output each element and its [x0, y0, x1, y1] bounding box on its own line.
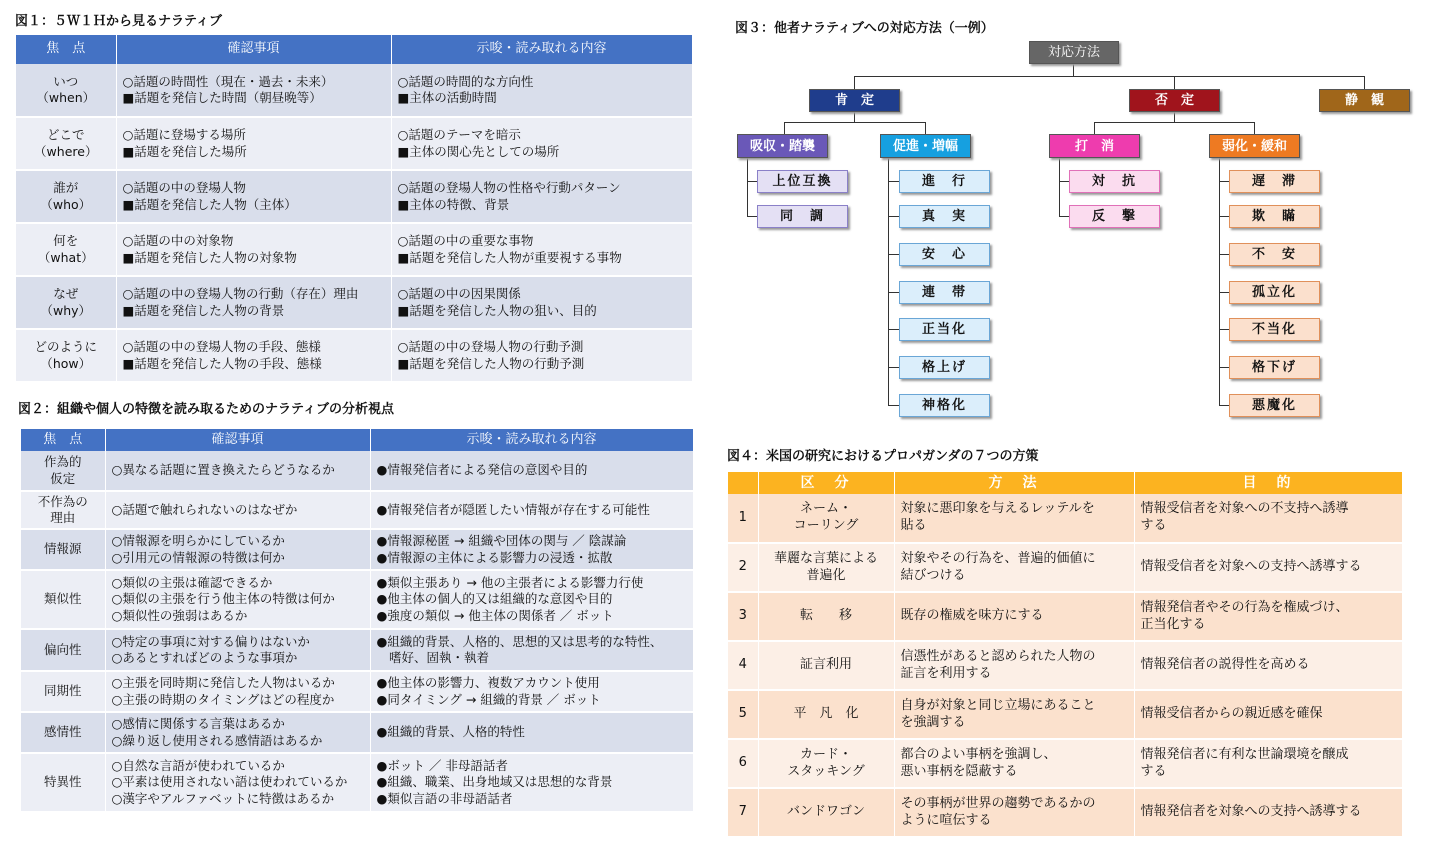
table-row [21, 712, 693, 753]
fig1-focus-cell: どのように （how） [16, 329, 116, 382]
fig4-header-method: 方 法 [894, 472, 1134, 494]
fig2-insight-cell: ●他主体の影響力、複数アカウント使用 ●同タイミング → 組織的背景 ／ ボット [370, 671, 693, 712]
fig1-focus-cell: 何を （what） [16, 223, 116, 276]
connector-line [1364, 76, 1365, 89]
node-leaf: 対 抗 [1069, 170, 1160, 193]
connector-line [854, 76, 855, 89]
fig2-focus-cell: 特異性 [21, 753, 105, 812]
fig1-check-cell: ○話題の中の登場人物 ■話題を発信した人物（主体） [116, 170, 391, 223]
fig2-focus-cell: 作為的 仮定 [21, 451, 105, 491]
fig4-cat-cell: 平 凡 化 [758, 690, 894, 739]
connector-line [888, 254, 899, 255]
connector-line [925, 122, 926, 134]
connector-line [1073, 64, 1074, 76]
fig2-insight-cell: ●類似主張あり → 他の主張者による影響力行使 ●他主体の個人的又は組織的な意図や目的 ●強度の類似 → 他主体の関係者 ／ ボット [370, 570, 693, 629]
connector-line [854, 112, 855, 122]
connector-line [747, 216, 757, 217]
node-leaf: 不 安 [1229, 243, 1320, 266]
connector-line [747, 158, 748, 216]
node-leaf: 連 帯 [899, 281, 990, 304]
fig2-focus-cell: 同期性 [21, 671, 105, 712]
fig2-check-cell: ○感情に関係する言葉はあるか ○繰り返し使用される感情語はあるか [105, 712, 370, 753]
fig1-focus-cell: いつ （when） [16, 64, 116, 117]
fig2-check-cell: ○自然な言語が使われているか ○平素は使用されない語は使われているか ○漢字やアルファベットに特徴はあるか [105, 753, 370, 812]
node-deny: 否 定 [1129, 89, 1220, 112]
fig2-check-cell: ○類似の主張は確認できるか ○類似の主張を行う他主体の特徴は何か ○類似性の強弱はあるか [105, 570, 370, 629]
node-leaf: 欺 瞞 [1229, 205, 1320, 228]
table-row [16, 329, 692, 382]
fig2-focus-cell: 感情性 [21, 712, 105, 753]
fig1-focus-cell: 誰が （who） [16, 170, 116, 223]
fig3-title: 図３：他者ナラティブへの対応方法（一例） [735, 21, 994, 36]
fig4-header-row [728, 472, 1402, 494]
fig4-title: 図４：米国の研究におけるプロパガンダの７つの方策 [727, 449, 1039, 464]
fig2-insight-cell: ●組織的背景、人格的、思想的又は思考的な特性、 嗜好、固執・執着 [370, 629, 693, 671]
fig2-insight-cell: ●組織的背景、人格的特性 [370, 712, 693, 753]
table-row [728, 739, 1402, 788]
connector-line [1174, 76, 1175, 89]
fig1-insight-cell: ○話題の時間的な方向性 ■主体の活動時間 [391, 64, 692, 117]
fig2-insight-cell: ●情報発信者が隠匿したい情報が存在する可能性 [370, 491, 693, 529]
table-row [728, 690, 1402, 739]
fig1-check-cell: ○話題の中の登場人物の行動（存在）理由 ■話題を発信した人物の背景 [116, 276, 391, 329]
fig4-num-cell: 6 [728, 739, 758, 788]
node-leaf: 正当化 [899, 318, 990, 341]
connector-line [888, 216, 899, 217]
fig1-insight-cell: ○話題の中の重要な事物 ■話題を発信した人物が重要視する事物 [391, 223, 692, 276]
table-row [728, 641, 1402, 690]
table-row [16, 276, 692, 329]
node-watch: 静 観 [1319, 89, 1410, 112]
table-row [728, 543, 1402, 592]
fig4-table [728, 472, 1403, 838]
connector-line [1219, 181, 1229, 182]
fig1-title: 図１：５Ｗ１Ｈから見るナラティブ [15, 14, 222, 29]
node-leaf: 悪魔化 [1229, 394, 1320, 417]
fig2-focus-cell: 不作為の 理由 [21, 491, 105, 529]
fig4-cat-cell: 転 移 [758, 592, 894, 641]
fig4-cat-cell: 華麗な言葉による 普遍化 [758, 543, 894, 592]
fig4-method-cell: 自身が対象と同じ立場にあること を強調する [894, 690, 1134, 739]
fig4-header-purpose: 目 的 [1134, 472, 1402, 494]
fig4-purpose-cell: 情報受信者を対象への不支持へ誘導 する [1134, 494, 1402, 543]
fig4-method-cell: 対象に悪印象を与えるレッテルを 貼る [894, 494, 1134, 543]
fig1-check-cell: ○話題の時間性（現在・過去・未来） ■話題を発信した時間（朝昼晩等） [116, 64, 391, 117]
fig2-table [21, 429, 694, 813]
table-row [21, 671, 693, 712]
node-leaf: 孤立化 [1229, 281, 1320, 304]
fig4-num-cell: 3 [728, 592, 758, 641]
fig1-header-check: 確認事項 [116, 35, 391, 64]
fig4-method-cell: 既存の権威を味方にする [894, 592, 1134, 641]
connector-line [1219, 329, 1229, 330]
table-row [16, 223, 692, 276]
node-leaf: 真 実 [899, 205, 990, 228]
table-row [21, 451, 693, 491]
fig2-header-focus: 焦 点 [21, 429, 105, 451]
node-root: 対応方法 [1029, 41, 1119, 64]
connector-line [888, 158, 889, 406]
connector-line [1094, 122, 1255, 123]
connector-line [888, 181, 899, 182]
connector-line [888, 367, 899, 368]
connector-line [784, 122, 785, 134]
connector-line [1174, 112, 1175, 122]
connector-line [854, 76, 1365, 77]
fig2-focus-cell: 情報源 [21, 529, 105, 570]
table-row [21, 491, 693, 529]
fig1-insight-cell: ○話題の中の因果関係 ■話題を発信した人物の狙い、目的 [391, 276, 692, 329]
fig2-check-cell: ○話題で触れられないのはなぜか [105, 491, 370, 529]
connector-line [888, 405, 899, 406]
table-row [21, 753, 693, 812]
fig2-focus-cell: 偏向性 [21, 629, 105, 671]
fig4-purpose-cell: 情報受信者からの親近感を確保 [1134, 690, 1402, 739]
fig2-check-cell: ○特定の事項に対する偏りはないか ○あるとすればどのような事項か [105, 629, 370, 671]
connector-line [1219, 158, 1220, 406]
fig4-method-cell: 都合のよい事柄を強調し、 悪い事柄を隠蔽する [894, 739, 1134, 788]
node-absorb: 吸収・踏襲 [737, 134, 828, 158]
node-leaf: 上位互換 [757, 170, 848, 193]
fig1-focus-cell: なぜ （why） [16, 276, 116, 329]
node-leaf: 神格化 [899, 394, 990, 417]
fig2-check-cell: ○情報源を明らかにしているか ○引用元の情報源の特徴は何か [105, 529, 370, 570]
connector-line [1219, 216, 1229, 217]
table-row [16, 64, 692, 117]
fig4-method-cell: 対象やその行為を、普遍的価値に 結びつける [894, 543, 1134, 592]
connector-line [1219, 405, 1229, 406]
node-weaken: 弱化・緩和 [1209, 134, 1300, 158]
table-row [16, 117, 692, 170]
connector-line [888, 329, 899, 330]
connector-line [1219, 254, 1229, 255]
fig2-header-insight: 示唆・読み取れる内容 [370, 429, 693, 451]
fig4-purpose-cell: 情報発信者の説得性を高める [1134, 641, 1402, 690]
fig2-focus-cell: 類似性 [21, 570, 105, 629]
fig2-header-row [21, 429, 693, 451]
connector-line [784, 122, 926, 123]
fig1-header-focus: 焦 点 [16, 35, 116, 64]
node-leaf: 反 撃 [1069, 205, 1160, 228]
node-leaf: 進 行 [899, 170, 990, 193]
node-leaf: 安 心 [899, 243, 990, 266]
fig2-insight-cell: ●情報源秘匿 → 組織や団体の関与 ／ 陰謀論 ●情報源の主体による影響力の浸透・拡散 [370, 529, 693, 570]
fig1-check-cell: ○話題の中の対象物 ■話題を発信した人物の対象物 [116, 223, 391, 276]
fig2-check-cell: ○主張を同時期に発信した人物はいるか ○主張の時期のタイミングはどの程度か [105, 671, 370, 712]
fig4-num-cell: 7 [728, 788, 758, 837]
fig2-title: 図２：組織や個人の特徴を読み取るためのナラティブの分析視点 [18, 402, 394, 417]
table-row [21, 570, 693, 629]
fig2-insight-cell: ●ボット ／ 非母語話者 ●組織、職業、出身地域又は思想的な背景 ●類似言語の非母語話者 [370, 753, 693, 812]
fig4-purpose-cell: 情報受信者を対象への支持へ誘導する [1134, 543, 1402, 592]
connector-line [1059, 181, 1069, 182]
table-row [728, 592, 1402, 641]
fig4-purpose-cell: 情報発信者やその行為を権威づけ、 正当化する [1134, 592, 1402, 641]
fig4-purpose-cell: 情報発信者を対象への支持へ誘導する [1134, 788, 1402, 837]
fig4-method-cell: その事柄が世界の趨勢であるかの ように喧伝する [894, 788, 1134, 837]
fig1-insight-cell: ○話題の中の登場人物の行動予測 ■話題を発信した人物の行動予測 [391, 329, 692, 382]
fig4-header-num [728, 472, 758, 494]
fig4-header-cat: 区 分 [758, 472, 894, 494]
fig4-cat-cell: 証言利用 [758, 641, 894, 690]
node-affirm: 肯 定 [809, 89, 900, 112]
node-leaf: 遅 滞 [1229, 170, 1320, 193]
connector-line [1059, 216, 1069, 217]
node-cancel: 打 消 [1049, 134, 1140, 158]
fig1-insight-cell: ○話題の登場人物の性格や行動パターン ■主体の特徴、背景 [391, 170, 692, 223]
node-leaf: 格下げ [1229, 356, 1320, 379]
node-promote: 促進・増幅 [880, 134, 971, 158]
table-row [21, 629, 693, 671]
connector-line [1254, 122, 1255, 134]
table-row [728, 494, 1402, 543]
fig4-num-cell: 2 [728, 543, 758, 592]
fig2-check-cell: ○異なる話題に置き換えたらどうなるか [105, 451, 370, 491]
fig4-num-cell: 5 [728, 690, 758, 739]
node-leaf: 不当化 [1229, 318, 1320, 341]
node-leaf: 同 調 [757, 205, 848, 228]
connector-line [1219, 292, 1229, 293]
fig1-check-cell: ○話題に登場する場所 ■話題を発信した場所 [116, 117, 391, 170]
fig4-method-cell: 信憑性があると認められた人物の 証言を利用する [894, 641, 1134, 690]
node-leaf: 格上げ [899, 356, 990, 379]
connector-line [1219, 367, 1229, 368]
table-row [16, 170, 692, 223]
fig4-cat-cell: カード・ スタッキング [758, 739, 894, 788]
fig1-focus-cell: どこで （where） [16, 117, 116, 170]
fig4-num-cell: 4 [728, 641, 758, 690]
fig1-insight-cell: ○話題のテーマを暗示 ■主体の関心先としての場所 [391, 117, 692, 170]
table-row [728, 788, 1402, 837]
fig1-header-insight: 示唆・読み取れる内容 [391, 35, 692, 64]
connector-line [888, 292, 899, 293]
fig1-header-row [16, 35, 692, 64]
fig4-num-cell: 1 [728, 494, 758, 543]
fig4-cat-cell: ネーム・ コーリング [758, 494, 894, 543]
fig2-insight-cell: ●情報発信者による発信の意図や目的 [370, 451, 693, 491]
fig2-header-check: 確認事項 [105, 429, 370, 451]
fig1-table [16, 35, 693, 383]
connector-line [1059, 158, 1060, 216]
fig4-cat-cell: バンドワゴン [758, 788, 894, 837]
fig1-check-cell: ○話題の中の登場人物の手段、態様 ■話題を発信した人物の手段、態様 [116, 329, 391, 382]
table-row [21, 529, 693, 570]
connector-line [747, 181, 757, 182]
connector-line [1094, 122, 1095, 134]
fig4-purpose-cell: 情報発信者に有利な世論環境を醸成 する [1134, 739, 1402, 788]
